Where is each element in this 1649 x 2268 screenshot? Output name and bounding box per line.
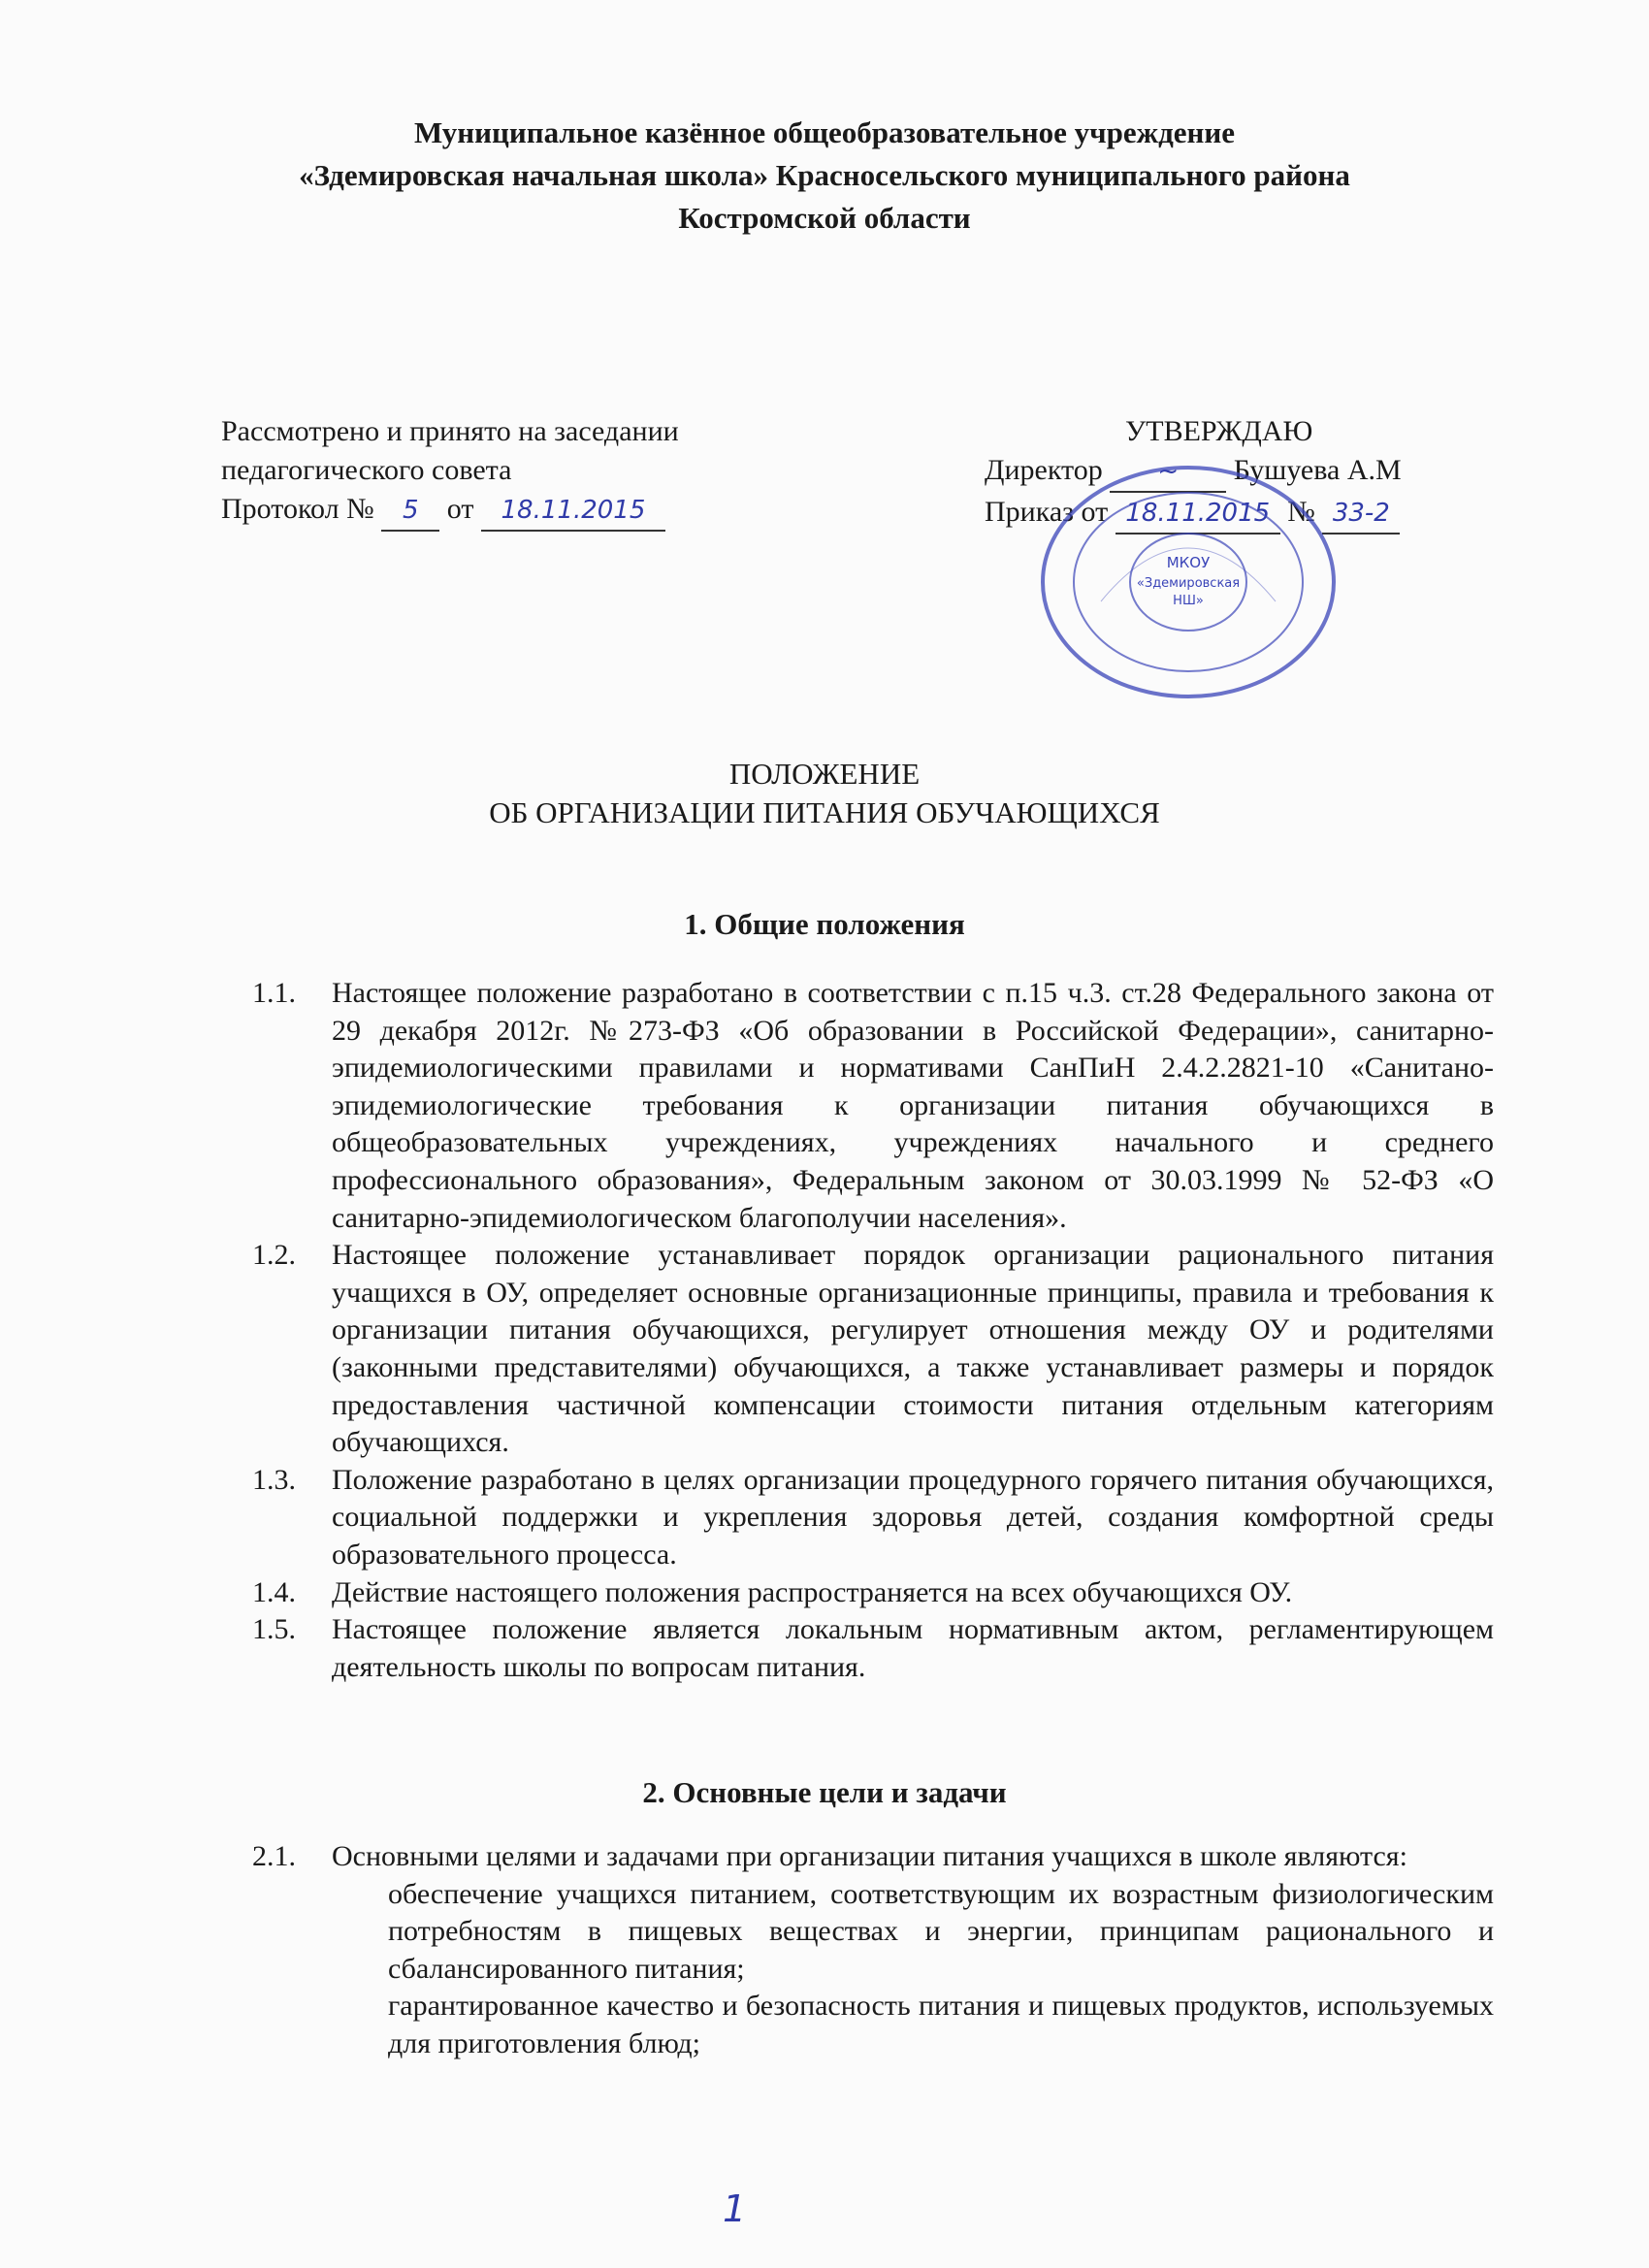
school-seal-stamp	[1033, 456, 1343, 708]
section-2-heading: 2. Основные цели и задачи	[642, 1775, 1007, 1809]
item-number: 1.4.	[252, 1575, 296, 1608]
list-item	[252, 1462, 1494, 1574]
council-line-1: Рассмотрено и принято на заседании	[221, 415, 679, 447]
item-number: 1.1.	[252, 977, 296, 1009]
section-2-list	[252, 1838, 1494, 2063]
council-line-2: педагогического совета	[221, 454, 512, 486]
header-line-3: Костромской области	[678, 201, 971, 235]
item-number: 2.1.	[252, 1840, 296, 1872]
list-item	[252, 1237, 1494, 1462]
item-number: 1.3.	[252, 1463, 296, 1496]
sub-item: обеспечение учащихся питанием, соответствующим их возрастным физиологическим потребностям в пищевых веществах и энергии, принципам рационального и сбалансированного питания;	[388, 1877, 1494, 1985]
approve-heading: УТВЕРЖДАЮ	[1125, 415, 1313, 447]
item-text: Основными целями и задачами при организации питания учащихся в школе являются:	[332, 1840, 1407, 1872]
director-label: Директор	[985, 454, 1103, 486]
title-line-2: ОБ ОРГАНИЗАЦИИ ПИТАНИЯ ОБУЧАЮЩИХСЯ	[489, 795, 1160, 829]
director-name: Бушуева А.М	[1233, 454, 1402, 486]
item-number: 1.2.	[252, 1239, 296, 1272]
list-item	[252, 975, 1494, 1237]
protocol-label: Протокол №	[221, 493, 374, 525]
list-item	[252, 1574, 1494, 1612]
order-date: 18.11.2015	[1116, 494, 1280, 535]
list-item	[252, 1611, 1494, 1686]
svg-text:«Здемировская: «Здемировская	[1136, 576, 1241, 591]
protocol-from-label: от	[446, 493, 474, 525]
item-text: Настоящее положение является локальным нормативным актом, регламентирующем деятельность школы по вопросам питания.	[332, 1613, 1494, 1683]
svg-text:МКОУ: МКОУ	[1166, 554, 1211, 571]
list-item	[252, 1838, 1494, 1876]
order-label: Приказ от	[985, 496, 1109, 528]
council-approval-block	[221, 412, 784, 532]
item-text: Настоящее положение разработано в соответствии с п.15 ч.3. ст.28 Федерального закона от 29 декабря 2012г. №273-ФЗ «Об образовании в Российской Федерации», санитарно-эпидемиологическими правилами и нормативами СанПиН 2.4.2.2821-10 «Санитано-эпидемиологические требования к организации питания обучающихся в общеобразовательных учреждениях, учреждениях начального и среднего профессионального образования», Федеральным законом от 30.03.1999 № 52-ФЗ «О санитарно-эпидемиологическом благополучии населения».	[332, 977, 1494, 1234]
page-number: 1	[723, 2187, 747, 2230]
protocol-number: 5	[381, 491, 439, 532]
item-text: Настоящее положение устанавливает порядок организации рационального питания учащихся в ОУ, определяет основные организационные принципы, правила и требования к организации питания обучающихся, регулирует отношения между ОУ и родителями (законными представителями) обучающихся, а также устанавливает размеры и порядок предоставления частичной компенсации стоимости питания отдельным категориям обучающихся.	[332, 1239, 1494, 1459]
document-title	[223, 755, 1426, 832]
section-1-heading: 1. Общие положения	[684, 907, 965, 941]
header-line-2: «Здемировская начальная школа» Красносельского муниципального района	[299, 158, 1350, 192]
director-signature: ~	[1110, 452, 1226, 493]
title-line-1: ПОЛОЖЕНИЕ	[728, 757, 921, 791]
order-number-label: №	[1287, 496, 1315, 528]
order-number: 33-2	[1322, 494, 1400, 535]
item-number: 1.5.	[252, 1613, 296, 1646]
svg-text:НШ»: НШ»	[1173, 594, 1204, 608]
item-text: Действие настоящего положения распространяется на всех обучающихся ОУ.	[332, 1575, 1293, 1608]
header-line-1: Муниципальное казённое общеобразовательное учреждение	[413, 115, 1236, 149]
protocol-date: 18.11.2015	[481, 491, 665, 532]
protocol-line	[221, 490, 784, 532]
institution-header	[223, 112, 1426, 240]
sub-item: гарантированное качество и безопасность питания и пищевых продуктов, используемых для приготовления блюд;	[388, 1990, 1494, 2059]
section-1-list	[252, 975, 1494, 1686]
item-text: Положение разработано в целях организации процедурного горячего питания обучающихся, социальной поддержки и укрепления здоровья детей, создания комфортной среды образовательного процесса.	[332, 1463, 1494, 1571]
